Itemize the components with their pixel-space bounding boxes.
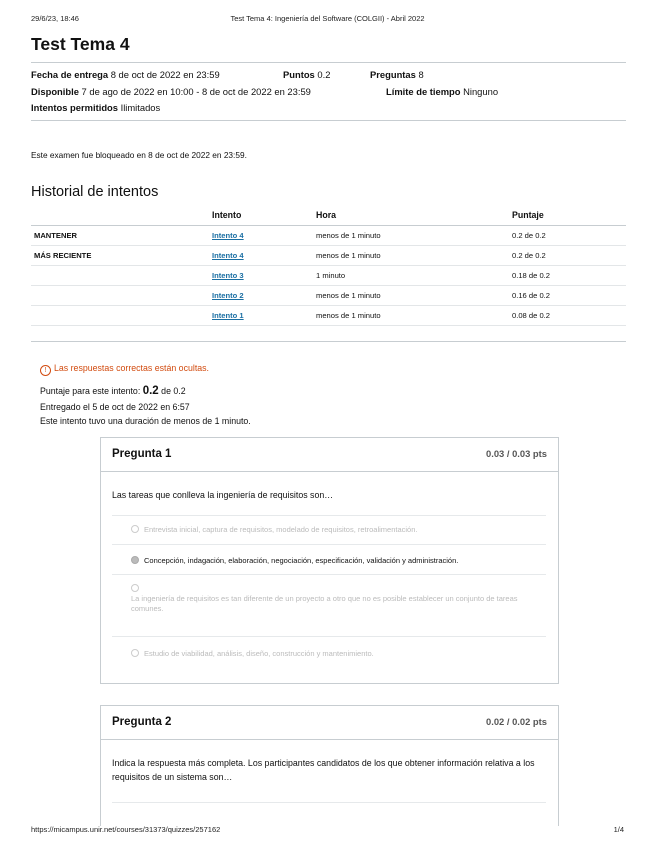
history-title: Historial de intentos — [31, 184, 159, 200]
history-header-row — [31, 208, 626, 226]
available-value: 7 de ago de 2022 en 10:00 - 8 de oct de 2022 en 23:59 — [81, 86, 311, 97]
attempts-label: Intentos permitidos — [31, 102, 118, 113]
table-row — [31, 266, 626, 286]
divider — [31, 341, 626, 342]
hidden-answers-text: Las respuestas correctas están ocultas. — [54, 363, 210, 373]
divider — [112, 574, 546, 575]
quiz-meta-row-1 — [31, 69, 220, 80]
history-col-label — [31, 208, 212, 226]
attempt-link[interactable]: Intento 3 — [212, 271, 244, 280]
question-name: Pregunta 2 — [112, 716, 172, 728]
time-limit-meta — [386, 86, 498, 97]
divider — [31, 62, 626, 63]
row-score: 0.08 de 0.2 — [512, 306, 626, 326]
due-label: Fecha de entrega — [31, 69, 109, 80]
radio-checked-icon — [131, 556, 139, 564]
page-number: 1/4 — [613, 825, 624, 834]
row-time: menos de 1 minuto — [316, 246, 512, 266]
row-label: MÁS RECIENTE — [31, 246, 212, 266]
print-doc-title: Test Tema 4: Ingeniería del Software (COLGII) - Abril 2022 — [230, 14, 425, 23]
print-url: https://micampus.unir.net/courses/31373/quizzes/257162 — [31, 825, 221, 834]
question-card-1 — [100, 437, 559, 684]
radio-icon — [131, 649, 139, 657]
attempt-link[interactable]: Intento 2 — [212, 291, 244, 300]
attempts-value: Ilimitados — [120, 102, 161, 113]
row-score: 0.2 de 0.2 — [512, 246, 626, 266]
history-col-attempt: Intento — [212, 208, 316, 226]
locked-notice: Este examen fue bloqueado en 8 de oct de 2022 en 23:59. — [31, 150, 247, 160]
history-col-score: Puntaje — [512, 208, 626, 226]
row-time: menos de 1 minuto — [316, 286, 512, 306]
answer-option[interactable] — [131, 525, 546, 535]
question-points: 0.02 / 0.02 pts — [486, 716, 547, 727]
answer-option[interactable] — [131, 649, 546, 659]
page-title: Test Tema 4 — [31, 34, 130, 54]
answer-option-text: Estudio de viabilidad, análisis, diseño, construcción y mantenimiento. — [144, 649, 374, 658]
time-limit-label: Límite de tiempo — [386, 86, 461, 97]
answer-option-text: Entrevista inicial, captura de requisitos, modelado de requisitos, retroalimentación. — [144, 525, 418, 534]
answer-option-text: La ingeniería de requisitos es tan diferente de un proyecto a otro que no es posible establecer un conjunto de tareas comunes. — [131, 594, 518, 613]
due-value: 8 de oct de 2022 en 23:59 — [110, 69, 220, 80]
question-card-2 — [100, 705, 559, 826]
question-points: 0.03 / 0.03 pts — [486, 448, 547, 459]
question-text: Indica la respuesta más completa. Los participantes candidatos de los que obtener información relativa a los requisitos de un sistema son… — [112, 758, 535, 782]
row-time: 1 minuto — [316, 266, 512, 286]
available-label: Disponible — [31, 86, 79, 97]
points-value: 0.2 — [317, 69, 331, 80]
score-value: 0.2 — [142, 385, 159, 397]
attempt-link[interactable]: Intento 4 — [212, 251, 244, 260]
attempts-meta — [31, 102, 160, 113]
radio-icon — [131, 525, 139, 533]
row-time: menos de 1 minuto — [316, 226, 512, 246]
questions-value: 8 — [418, 69, 424, 80]
divider — [112, 515, 546, 516]
answer-option-text: Concepción, indagación, elaboración, negociación, especificación, validación y administración. — [144, 556, 459, 565]
table-row — [31, 286, 626, 306]
submitted-info: Entregado el 5 de oct de 2022 en 6:57 — [40, 402, 190, 412]
questions-label: Preguntas — [370, 69, 416, 80]
row-label — [31, 286, 212, 306]
radio-icon — [131, 584, 139, 592]
row-label — [31, 266, 212, 286]
table-row — [31, 226, 626, 246]
table-row — [31, 246, 626, 266]
points-meta — [283, 69, 330, 80]
answer-option-selected[interactable] — [131, 556, 546, 566]
question-text: Las tareas que conlleva la ingeniería de requisitos son… — [112, 490, 334, 500]
attempt-link[interactable]: Intento 1 — [212, 311, 244, 320]
score-suffix: de 0.2 — [161, 386, 186, 396]
divider — [112, 802, 546, 803]
row-score: 0.2 de 0.2 — [512, 226, 626, 246]
question-header — [101, 438, 558, 472]
history-table — [31, 208, 626, 326]
question-header — [101, 706, 558, 740]
row-time: menos de 1 minuto — [316, 306, 512, 326]
row-label: MANTENER — [31, 226, 212, 246]
row-score: 0.18 de 0.2 — [512, 266, 626, 286]
question-name: Pregunta 1 — [112, 448, 172, 460]
available-meta — [31, 86, 311, 97]
row-score: 0.16 de 0.2 — [512, 286, 626, 306]
divider — [112, 544, 546, 545]
table-row — [31, 306, 626, 326]
history-col-time: Hora — [316, 208, 512, 226]
warning-icon: ! — [40, 365, 51, 376]
divider — [112, 636, 546, 637]
duration-info: Este intento tuvo una duración de menos de 1 minuto. — [40, 416, 251, 426]
time-limit-value: Ninguno — [463, 86, 499, 97]
hidden-answers-notice — [40, 363, 209, 376]
questions-meta — [370, 69, 424, 80]
row-label — [31, 306, 212, 326]
divider — [31, 120, 626, 121]
points-label: Puntos — [283, 69, 315, 80]
answer-option[interactable] — [131, 584, 546, 614]
attempt-score — [40, 385, 186, 397]
score-prefix: Puntaje para este intento: — [40, 386, 141, 396]
print-datetime: 29/6/23, 18:46 — [31, 14, 79, 23]
attempt-link[interactable]: Intento 4 — [212, 231, 244, 240]
